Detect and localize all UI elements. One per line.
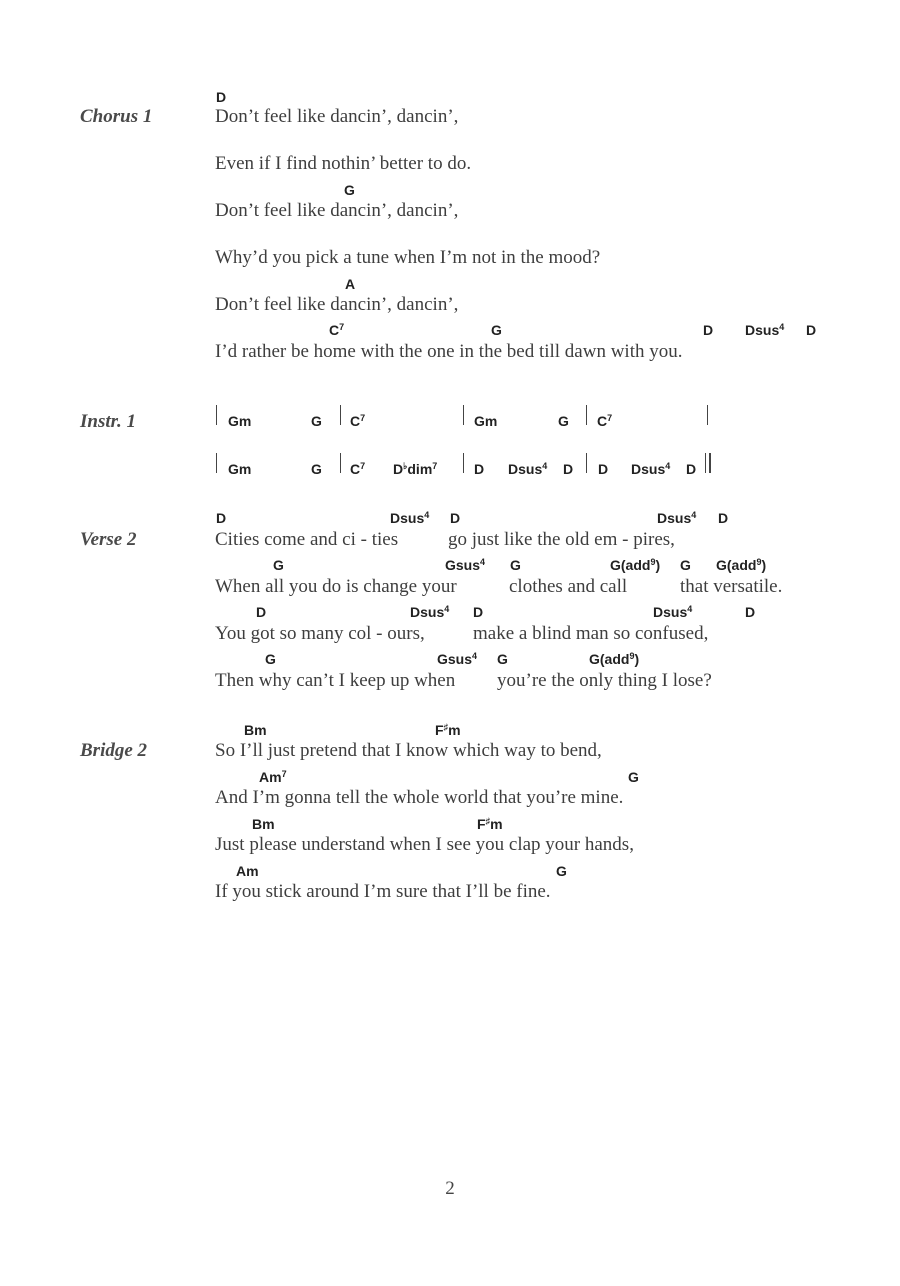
chord: Dsus$^4$ [410,604,450,620]
lyric-line: So I’ll just pretend that I know which way to bend, [215,740,602,761]
section-label-bridge-2: Bridge 2 [80,740,148,761]
chord: Dsus$^4$ [390,510,430,526]
chord: G [510,557,521,573]
bar-line [463,453,464,473]
bar-line [586,453,587,473]
chord: G(add$^9$) [610,557,661,573]
page-number: 2 [445,1178,455,1199]
chord: D [474,461,485,477]
chord: G [558,413,569,429]
lyric-segment: Cities come and ci - ties [215,529,399,550]
lyric-segment: clothes and call [509,576,628,597]
chord: $C^7$ [597,413,613,429]
bar-line [340,453,341,473]
chord: Gm [228,461,252,477]
chord: Dsus$^4$ [745,322,785,338]
lyric-segment: go just like the old em - pires, [448,529,675,550]
lyric-line: Don’t feel like dancin’, dancin’, [215,200,459,221]
chord: D [806,322,817,338]
chord: G [628,769,639,785]
bar-line [707,405,708,425]
chord: D [473,604,484,620]
section-label-instr-1: Instr. 1 [80,411,136,432]
lyric-segment: Then why can’t I keep up when [215,670,456,691]
lyric-segment: make a blind man so confused, [473,623,709,644]
lyric-line: Just please understand when I see you clap your hands, [215,834,634,855]
chord: Bm [252,816,275,832]
chord: G(add$^9$) [716,557,767,573]
chord: D [598,461,609,477]
chord: G [273,557,284,573]
bar-line [216,453,217,473]
lyric-line: I’d rather be home with the one in the bed till dawn with you. [215,341,683,362]
lyric-segment: you’re the only thing I lose? [497,670,712,691]
bar-line [463,405,464,425]
chord: Dsus$^4$ [631,461,671,477]
chord: D [216,89,227,105]
lyric-segment: When all you do is change your [215,576,457,597]
lyric-line: And I’m gonna tell the whole world that you’re mine. [215,787,624,808]
chord: D [686,461,697,477]
chord: Gsus$^4$ [437,651,478,667]
chord: D [703,322,714,338]
chord: D [563,461,574,477]
chord: Bm [244,722,267,738]
chord: A [345,276,356,292]
chord: G [491,322,502,338]
chord: Dsus$^4$ [508,461,548,477]
lyric-line: Why’d you pick a tune when I’m not in the mood? [215,247,601,268]
lyric-segment: You got so many col - ours, [215,623,425,644]
chord: Gm [228,413,252,429]
bar-line [586,405,587,425]
chord: Am$^7$ [259,769,287,785]
lyric-line: Don’t feel like dancin’, dancin’, [215,106,459,127]
chord: D [745,604,756,620]
chord: D [718,510,729,526]
chord: D [216,510,227,526]
chord: G(add$^9$) [589,651,640,667]
bar-line [705,453,706,473]
lyric-line: If you stick around I’m sure that I’ll be fine. [215,881,551,902]
chord: D [450,510,461,526]
chord: G [265,651,276,667]
bar-line [709,453,711,473]
chord: Dsus$^4$ [657,510,697,526]
chord: F♯m [435,722,461,738]
chord: G [556,863,567,879]
chord: G [497,651,508,667]
chord: D [256,604,267,620]
lyric-segment: that versatile. [680,576,783,597]
chord: Gsus$^4$ [445,557,486,573]
chord: $C^7$ [350,461,366,477]
bar-line [340,405,341,425]
chord: $C^7$ [329,322,345,338]
chord: G [680,557,691,573]
chord: Gm [474,413,498,429]
bar-line [216,405,217,425]
chord: F♯m [477,816,503,832]
section-label-verse-2: Verse 2 [80,529,137,550]
chord: D♭dim$^7$ [393,461,438,477]
chord: Am [236,863,259,879]
chord: $C^7$ [350,413,366,429]
chord: G [311,413,322,429]
section-label-chorus-1: Chorus 1 [80,106,153,127]
lyric-line: Even if I find nothin’ better to do. [215,153,472,174]
chord: G [344,182,355,198]
lyric-line: Don’t feel like dancin’, dancin’, [215,294,459,315]
chord: Dsus$^4$ [653,604,693,620]
chord: G [311,461,322,477]
